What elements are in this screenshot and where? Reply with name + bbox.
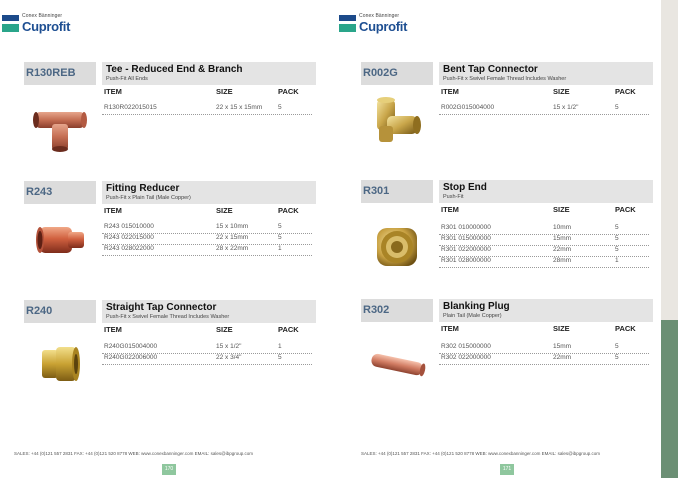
row-item: R240G015004000 bbox=[104, 343, 158, 350]
row-item: R130R022015015 bbox=[104, 104, 157, 111]
product-title-box bbox=[439, 180, 653, 203]
row-size: 10mm bbox=[553, 224, 572, 231]
product-title: Blanking Plug bbox=[443, 301, 510, 312]
edge-tab-band bbox=[661, 320, 678, 478]
table-header bbox=[102, 206, 316, 216]
col-item: ITEM bbox=[104, 325, 122, 334]
col-size: SIZE bbox=[553, 324, 570, 333]
row-size: 22mm bbox=[553, 354, 572, 361]
brand-flag-icon bbox=[2, 15, 19, 32]
product-title-box bbox=[102, 300, 316, 323]
table-row bbox=[439, 257, 649, 268]
row-pack: 5 bbox=[278, 104, 282, 111]
product-title: Bent Tap Connector bbox=[443, 64, 538, 75]
brand-logo bbox=[2, 14, 70, 33]
col-item: ITEM bbox=[441, 87, 459, 96]
table-header bbox=[439, 205, 653, 215]
table-row bbox=[439, 104, 649, 115]
col-pack: PACK bbox=[278, 87, 299, 96]
col-pack: PACK bbox=[615, 324, 636, 333]
row-item: R243 015010000 bbox=[104, 223, 154, 230]
col-size: SIZE bbox=[216, 87, 233, 96]
product-title: Fitting Reducer bbox=[106, 183, 180, 194]
product-subtitle: Push-Fit All Ends bbox=[106, 76, 148, 82]
row-pack: 5 bbox=[615, 354, 619, 361]
product-subtitle: Plain Tail (Male Copper) bbox=[443, 313, 502, 319]
product-subtitle: Push-Fit bbox=[443, 194, 464, 200]
table-row bbox=[102, 223, 312, 234]
row-pack: 5 bbox=[278, 223, 282, 230]
row-item: R301 028000000 bbox=[441, 257, 491, 264]
product-code: R002G bbox=[361, 62, 433, 85]
brand-name: Cuprofit bbox=[359, 19, 408, 34]
brand-flag-icon bbox=[339, 15, 356, 32]
row-item: R243 028022000 bbox=[104, 245, 154, 252]
row-pack: 1 bbox=[615, 257, 619, 264]
row-size: 22 x 15mm bbox=[216, 234, 249, 241]
row-item: R302 022000000 bbox=[441, 354, 491, 361]
stop-end-image bbox=[367, 218, 427, 274]
product-title: Stop End bbox=[443, 182, 487, 193]
row-pack: 5 bbox=[615, 224, 619, 231]
product-subtitle: Push-Fit x Swivel Female Thread Includes Washer bbox=[443, 76, 567, 82]
product-code: R302 bbox=[361, 299, 433, 322]
row-size: 28mm bbox=[553, 257, 572, 264]
row-size: 22mm bbox=[553, 246, 572, 253]
table-row bbox=[439, 235, 649, 246]
col-item: ITEM bbox=[441, 205, 459, 214]
row-size: 15 x 1/2" bbox=[216, 343, 242, 350]
row-pack: 5 bbox=[615, 246, 619, 253]
row-pack: 5 bbox=[615, 104, 619, 111]
product-code: R301 bbox=[361, 180, 433, 203]
row-size: 15mm bbox=[553, 343, 572, 350]
product-title: Straight Tap Connector bbox=[106, 302, 217, 313]
product-subtitle: Push-Fit x Swivel Female Thread Includes Washer bbox=[106, 314, 230, 320]
row-size: 22 x 15 x 15mm bbox=[216, 104, 263, 111]
col-size: SIZE bbox=[216, 325, 233, 334]
row-pack: 5 bbox=[615, 235, 619, 242]
col-size: SIZE bbox=[216, 206, 233, 215]
row-item: R301 022000000 bbox=[441, 246, 491, 253]
product-code: R240 bbox=[24, 300, 96, 323]
row-item: R002G015004000 bbox=[441, 104, 495, 111]
footer-contact: SALES: +44 (0)121 557 2831 FAX: +44 (0)121 520 8778 WEB: www.conexbanninger.com EMAIL: sales@ibpgroup.com bbox=[361, 451, 600, 456]
col-pack: PACK bbox=[615, 205, 636, 214]
table-row bbox=[102, 343, 312, 354]
table-row bbox=[102, 354, 312, 365]
table-header bbox=[102, 325, 316, 335]
row-item: R243 022015000 bbox=[104, 234, 154, 241]
row-pack: 5 bbox=[278, 234, 282, 241]
table-row bbox=[102, 234, 312, 245]
page-number: 170 bbox=[162, 464, 176, 475]
table-row bbox=[439, 246, 649, 257]
row-size: 28 x 22mm bbox=[216, 245, 249, 252]
product-title-box bbox=[439, 62, 653, 85]
row-size: 15 x 1/2" bbox=[553, 104, 579, 111]
product-title-box bbox=[102, 181, 316, 204]
table-header bbox=[102, 87, 316, 97]
row-size: 22 x 3/4" bbox=[216, 354, 242, 361]
row-pack: 5 bbox=[615, 343, 619, 350]
brand-name: Cuprofit bbox=[22, 19, 71, 34]
tee-fitting-image bbox=[30, 98, 90, 154]
col-pack: PACK bbox=[278, 206, 299, 215]
product-code: R243 bbox=[24, 181, 96, 204]
bent-tap-connector-image bbox=[367, 92, 427, 148]
table-header bbox=[439, 87, 653, 97]
product-subtitle: Push-Fit x Plain Tail (Male Copper) bbox=[106, 195, 191, 201]
table-header bbox=[439, 324, 653, 334]
col-size: SIZE bbox=[553, 87, 570, 96]
row-size: 15 x 10mm bbox=[216, 223, 249, 230]
brand-logo bbox=[339, 14, 407, 33]
product-title-box bbox=[439, 299, 653, 322]
page-number: 171 bbox=[500, 464, 514, 475]
tap-connector-image bbox=[30, 336, 90, 392]
footer-contact: SALES: +44 (0)121 557 2831 FAX: +44 (0)121 520 8778 WEB: www.conexbanninger.com EMAIL: sales@ibpgroup.com bbox=[14, 451, 253, 456]
col-item: ITEM bbox=[441, 324, 459, 333]
col-pack: PACK bbox=[278, 325, 299, 334]
table-row bbox=[439, 224, 649, 235]
row-pack: 1 bbox=[278, 245, 282, 252]
brand-company: Conex Bänninger bbox=[359, 13, 400, 19]
col-size: SIZE bbox=[553, 205, 570, 214]
col-item: ITEM bbox=[104, 206, 122, 215]
row-item: R301 010000000 bbox=[441, 224, 491, 231]
brand-company: Conex Bänninger bbox=[22, 13, 63, 19]
table-row bbox=[439, 354, 649, 365]
table-row bbox=[102, 245, 312, 256]
table-row bbox=[102, 104, 312, 115]
col-pack: PACK bbox=[615, 87, 636, 96]
row-item: R302 015000000 bbox=[441, 343, 491, 350]
col-item: ITEM bbox=[104, 87, 122, 96]
product-title: Tee - Reduced End & Branch bbox=[106, 64, 243, 75]
blanking-plug-image bbox=[367, 337, 427, 393]
table-row bbox=[439, 343, 649, 354]
row-pack: 5 bbox=[278, 354, 282, 361]
row-pack: 1 bbox=[278, 343, 282, 350]
row-size: 15mm bbox=[553, 235, 572, 242]
product-title-box bbox=[102, 62, 316, 85]
row-item: R301 015000000 bbox=[441, 235, 491, 242]
page-edge-tab bbox=[661, 0, 678, 478]
right-page bbox=[339, 0, 661, 478]
row-item: R240G022006000 bbox=[104, 354, 158, 361]
reducer-fitting-image bbox=[30, 215, 90, 271]
product-code: R130REB bbox=[24, 62, 96, 85]
